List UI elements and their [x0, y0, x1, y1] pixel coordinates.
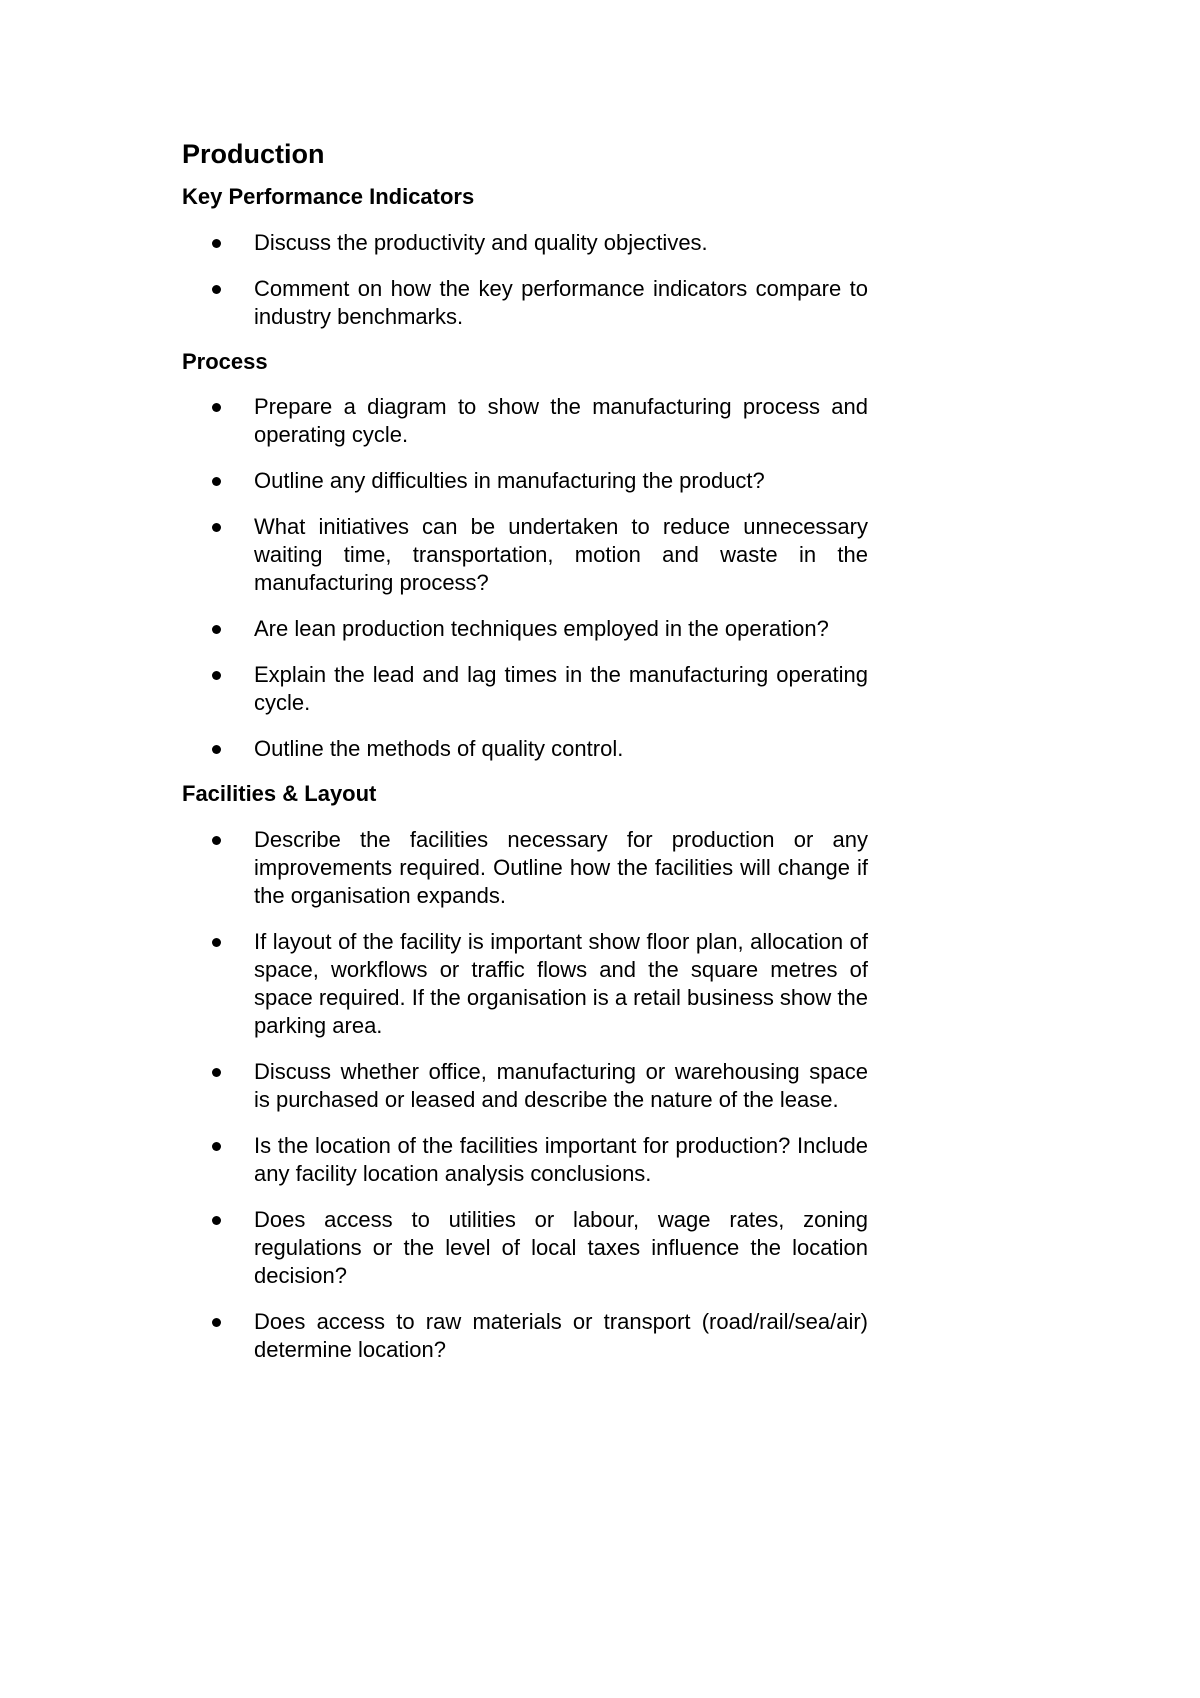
section-process	[182, 349, 868, 763]
list-item	[182, 467, 868, 495]
bullet-icon	[212, 836, 221, 845]
list-item	[182, 1206, 868, 1290]
bullet-list	[182, 826, 868, 1364]
list-item-text: If layout of the facility is important show floor plan, allocation of space, workflows or traffic flows and the square metres of space required. If the organisation is a retail business show the parking area.	[254, 928, 868, 1038]
page-title: Production	[182, 139, 325, 169]
list-item-text: Does access to raw materials or transport (road/rail/sea/air) determine location?	[254, 1308, 868, 1362]
list-item-text: What initiatives can be undertaken to reduce unnecessary waiting time, transportation, motion and waste in the manufacturing process?	[254, 514, 868, 596]
list-item-text: Discuss whether office, manufacturing or warehousing space is purchased or leased and describe the nature of the lease.	[254, 1058, 868, 1112]
bullet-icon	[212, 523, 221, 532]
list-item	[182, 615, 868, 643]
list-item	[182, 229, 868, 257]
bullet-list	[182, 229, 868, 331]
bullet-icon	[212, 285, 221, 294]
list-item-text: Are lean production techniques employed in the operation?	[254, 616, 829, 642]
list-item-text: Is the location of the facilities important for production? Include any facility location analysis conclusions.	[254, 1132, 868, 1186]
list-item-text: Outline the methods of quality control.	[254, 736, 624, 762]
bullet-icon	[212, 1142, 221, 1151]
section-key-performance-indicators	[182, 184, 868, 330]
list-item-text: Outline any difficulties in manufacturing the product?	[254, 468, 765, 494]
bullet-icon	[212, 239, 221, 248]
section-heading: Key Performance Indicators	[182, 184, 475, 210]
section-heading: Facilities & Layout	[182, 781, 377, 807]
bullet-icon	[212, 477, 221, 486]
bullet-list	[182, 393, 868, 763]
list-item	[182, 393, 868, 449]
list-item-text: Does access to utilities or labour, wage rates, zoning regulations or the level of local taxes influence the location decision?	[254, 1206, 868, 1288]
list-item	[182, 513, 868, 597]
bullet-icon	[212, 1318, 221, 1327]
bullet-icon	[212, 745, 221, 754]
bullet-icon	[212, 671, 221, 680]
list-item-text: Comment on how the key performance indicators compare to industry benchmarks.	[254, 275, 868, 329]
list-item	[182, 1132, 868, 1188]
list-item	[182, 735, 868, 763]
bullet-icon	[212, 1068, 221, 1077]
list-item-text: Describe the facilities necessary for production or any improvements required. Outline how the facilities will change if the organisation expands.	[254, 826, 868, 908]
bullet-icon	[212, 403, 221, 412]
section-heading: Process	[182, 348, 268, 374]
list-item	[182, 275, 868, 331]
list-item-text: Discuss the productivity and quality objectives.	[254, 229, 708, 255]
list-item	[182, 928, 868, 1040]
bullet-icon	[212, 625, 221, 634]
section-facilities-layout	[182, 781, 868, 1363]
list-item	[182, 661, 868, 717]
list-item-text: Prepare a diagram to show the manufacturing process and operating cycle.	[254, 394, 868, 448]
list-item	[182, 826, 868, 910]
bullet-icon	[212, 938, 221, 947]
bullet-icon	[212, 1216, 221, 1225]
document-content	[182, 138, 868, 1382]
list-item	[182, 1308, 868, 1364]
list-item-text: Explain the lead and lag times in the manufacturing operating cycle.	[254, 662, 868, 716]
list-item	[182, 1058, 868, 1114]
